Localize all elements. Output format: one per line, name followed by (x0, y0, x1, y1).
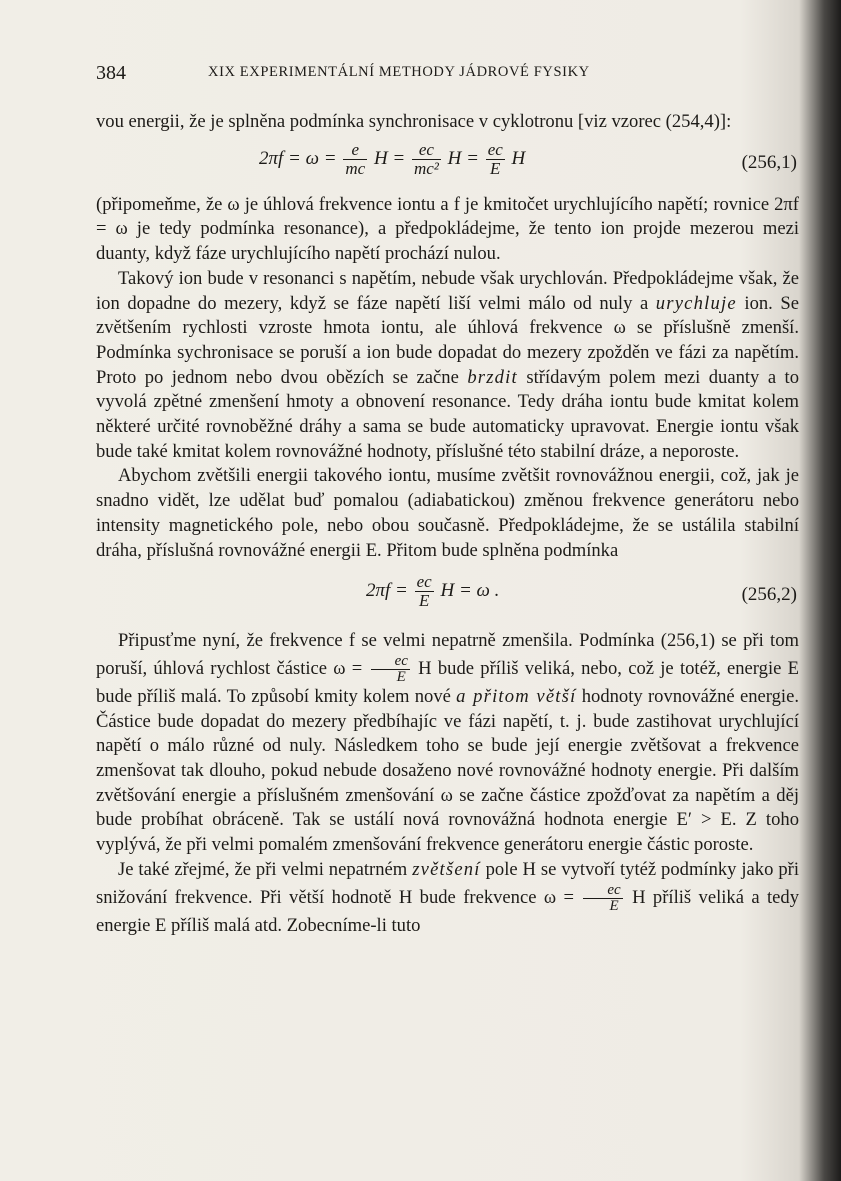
body-text (96, 110, 799, 938)
paragraph-5-part-3: hodnoty rovnovážné energie. Částice bude dopadat do mezery předbíhajíc ve fázi napětí, t. j. bude zastihovat urychlující napětí o málo různé od nuly. Následkem toho se bude její energie zvětšovat a frekvence zmenšovat tak dlouho, pokud nebude dosaženo nové rovnovážné hodnoty energie. Při dalším zvětšování energie a příslušném zmenšování ω se začne částice zpožďovat za napětím a děj bude probíhat obráceně. Tak se ustálí nová rovnovážná hodnota energie E′ > E. Z toho vyplývá, že při velmi pomalém zmenšování frekvence generátoru energie částic poroste. (96, 685, 799, 856)
paragraph-3-emphasis-2: brzdit (467, 366, 518, 388)
eq1-frac2-num: ec (412, 141, 441, 160)
paragraph-3-emphasis-1: urychluje (655, 292, 737, 314)
eq1-frac1-num: e (343, 141, 367, 160)
paragraph-3-part-2: ion. Se zvětšením rychlosti vzroste hmota iontu, ale úhlová frekvence ω se příslušně zmenší. Podmínka sychronisace se poruší a ion bude dopadat do mezery zpožděn ve fázi za napětím. Proto po jednom nebo dvou obězích se začne (96, 292, 799, 388)
eq1-frac3 (486, 141, 505, 178)
eq1-frac3-num: ec (487, 139, 503, 159)
eq1-lhs: 2πf = ω = (259, 147, 337, 169)
paragraph-6-emphasis-1: zvětšení (412, 858, 481, 880)
paragraph-3-part-1: Takový ion bude v resonanci s napětím, nebude však urychlován. Předpokládejme však, že ion dopadne do mezery, když se fáze napětí liší velmi málo od nuly a (96, 267, 799, 314)
equation-256-1 (96, 141, 799, 189)
paragraph-6-frac-num: ec (583, 883, 622, 899)
paragraph-5-frac-den: E (396, 668, 406, 685)
eq2-frac (415, 573, 434, 610)
eq1-frac2-den: mc² (413, 158, 439, 178)
paragraph-5-frac-num: ec (371, 654, 410, 670)
paragraph-5 (96, 629, 799, 858)
eq1-mid1: H = (373, 147, 406, 169)
eq1-frac1 (343, 141, 367, 178)
running-head: XIX EXPERIMENTÁLNÍ METHODY JÁDROVÉ FYSIKY (208, 64, 590, 80)
paragraph-1: vou energii, že je splněna podmínka synchronisace v cyklotronu [viz vzorec (254,4)]: (96, 111, 732, 132)
paragraph-3 (96, 267, 799, 465)
eq2-lhs: 2πf = (366, 580, 408, 602)
equation-number-256-1: (256,1) (741, 151, 797, 173)
equation-256-2 (96, 573, 799, 625)
page-number: 384 (96, 62, 126, 84)
paragraph-3-part-3: střídavým polem mezi duanty a to vyvolá zpětné zmenšení hmoty a obnovení resonance. Tedy dráha iontu bude kmitat kolem některé určité rovnoběžné dráhy a sama se bude automaticky upravovat. Energie iontu však bude také kmitat kolem rovnovážné hodnoty, příslušné této stabilní dráze, a neporoste. (96, 366, 799, 462)
eq1-frac3-den: E (490, 158, 501, 178)
paragraph-5-emphasis-1: a přitom větší (456, 685, 577, 707)
eq1-rhs: H (511, 147, 526, 169)
eq1-frac2 (412, 141, 441, 178)
paragraph-6-part-3: H příliš veliká a tedy energie E příliš malá atd. Zobecníme-li tuto (96, 886, 800, 936)
paragraph-6 (96, 858, 799, 938)
eq2-frac-num: ec (416, 572, 432, 592)
paragraph-5-part-2: H bude příliš veliká, nebo, což je totéž, energie E bude příliš malá. To způsobí kmity kolem nové (96, 657, 800, 707)
eq2-rhs: H = ω . (440, 580, 500, 602)
equation-number-256-2: (256,2) (741, 584, 797, 606)
paragraph-6-frac (583, 883, 622, 914)
paragraph-4: Abychom zvětšili energii takového iontu, musíme zvětšit rovnovážnou energii, což, jak je snadno vidět, lze udělat buď pomalou (adiabatickou) změnou frekvence generátoru nebo intensity magnetického pole, nebo obou současně. Předpokládejme, že se ustálila stabilní dráha, příslušná rovnovážné energii E. Přitom bude splněna podmínka (96, 465, 799, 561)
paragraph-6-part-2: pole H se vytvoří tytéž podmínky jako při snižování frekvence. Při větší hodnotě H bude frekvence ω = (96, 858, 799, 908)
paragraph-6-part-1: Je také zřejmé, že při velmi nepatrném (118, 858, 413, 880)
paragraph-6-frac-den: E (609, 897, 619, 914)
paragraph-2: (připomeňme, že ω je úhlová frekvence iontu a f je kmitočet urychlujícího napětí; rovnice 2πf = ω je tedy podmínka resonance), a předpokládejme, že tento ion projde mezerou mezi duanty, když fáze urychlujícího napětí prochází nulou. (96, 193, 799, 265)
paragraph-5-part-1: Připusťme nyní, že frekvence f se velmi nepatrně zmenšila. Podmínka (256,1) se při tom poruší, úhlová rychlost částice ω = (96, 630, 799, 679)
eq2-frac-den: E (418, 591, 430, 611)
eq1-mid2: H = (447, 147, 479, 169)
paragraph-5-frac (371, 654, 410, 685)
eq1-frac1-den: mc (345, 158, 366, 178)
